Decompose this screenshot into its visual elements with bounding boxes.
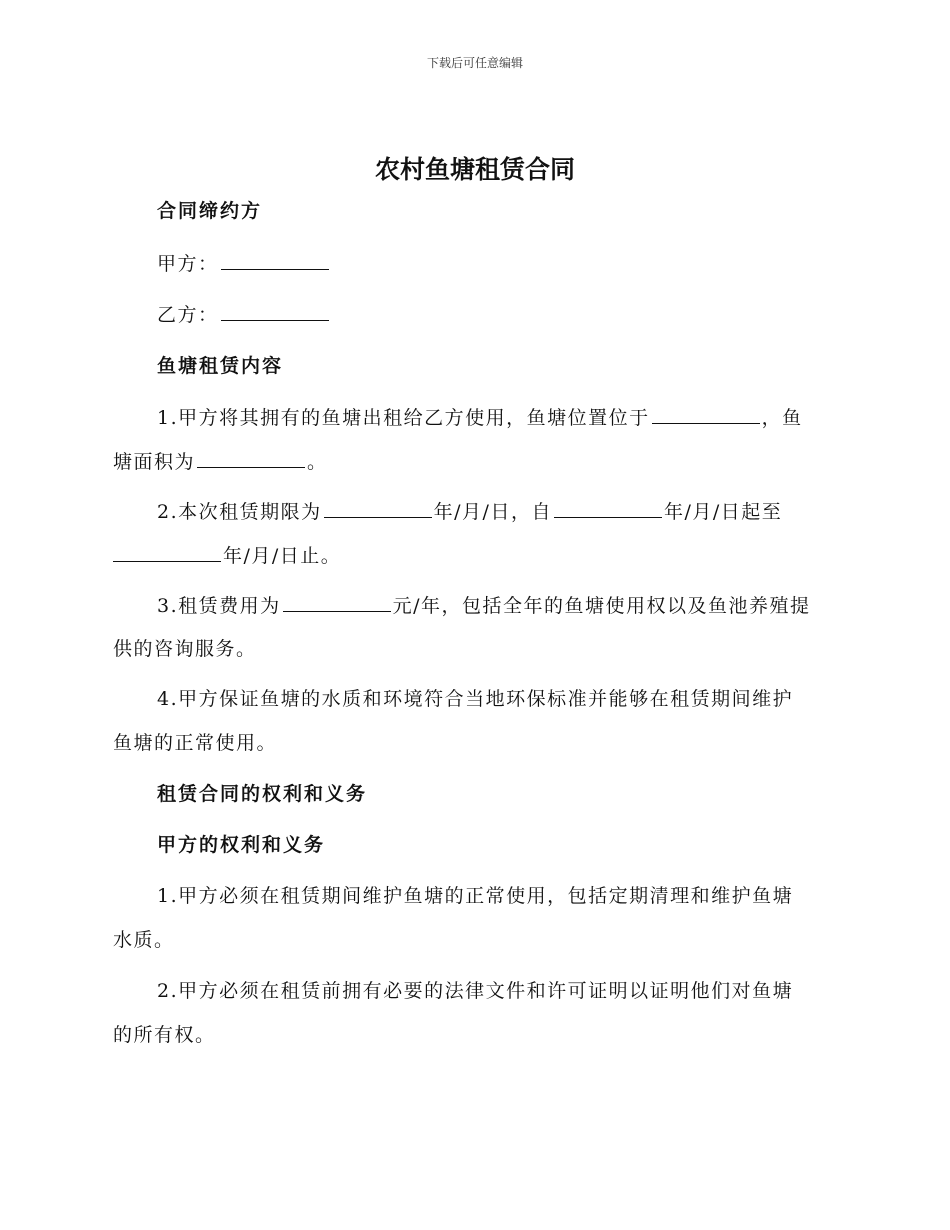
- content-item4-line1: 4.甲方保证鱼塘的水质和环境符合当地环保标准并能够在租赁期间维护: [157, 688, 794, 710]
- content-item2-line1: [157, 499, 882, 524]
- content-item2-line2: [113, 543, 838, 568]
- lease-term-blank: [324, 499, 432, 518]
- rights-item2-line1: 2.甲方必须在租赁前拥有必要的法律文件和许可证明以证明他们对鱼塘: [157, 980, 794, 1002]
- content-item1-line1: [157, 405, 882, 430]
- content-item1-text-c: 塘面积为: [113, 451, 196, 473]
- content-item1-text-b: ，鱼: [761, 407, 803, 429]
- page-header: 下载后可任意编辑: [426, 56, 523, 70]
- party-a-blank: [221, 251, 329, 270]
- rent-fee-blank: [283, 593, 391, 612]
- content-item1-text-d: 。: [307, 451, 328, 473]
- rights-item2-line2: 的所有权。: [113, 1024, 216, 1046]
- section-heading-parties: 合同缔约方: [157, 200, 263, 222]
- document-title: 农村鱼塘租赁合同: [374, 155, 575, 184]
- party-b-line: [157, 302, 882, 327]
- lease-start-blank: [554, 499, 662, 518]
- content-item2-text-a: 2.本次租赁期限为: [157, 501, 322, 523]
- sub-heading-party-a-rights: 甲方的权利和义务: [157, 834, 326, 856]
- party-b-blank: [221, 302, 329, 321]
- pond-area-blank: [197, 449, 305, 468]
- party-b-label: 乙方：: [157, 304, 219, 326]
- rights-item1-line2: 水质。: [113, 929, 175, 951]
- section-heading-content: 鱼塘租赁内容: [157, 355, 284, 377]
- content-item2-text-d: 年/月/日止。: [223, 545, 342, 567]
- lease-end-blank: [113, 543, 221, 562]
- section-heading-rights: 租赁合同的权利和义务: [157, 783, 368, 805]
- content-item1-line2: [113, 449, 838, 474]
- content-item1-text-a: 1.甲方将其拥有的鱼塘出租给乙方使用，鱼塘位置位于: [157, 407, 650, 429]
- content-item4-line2: 鱼塘的正常使用。: [113, 732, 278, 754]
- party-a-label: 甲方：: [157, 253, 219, 275]
- content-item3-line1: [157, 593, 882, 618]
- content-item3-line2: 供的咨询服务。: [113, 638, 257, 660]
- content-item2-text-b: 年/月/日，自: [433, 501, 552, 523]
- pond-location-blank: [652, 405, 760, 424]
- content-item2-text-c: 年/月/日起至: [663, 501, 783, 523]
- content-item3-text-a: 3.租赁费用为: [157, 595, 281, 617]
- party-a-line: [157, 251, 882, 276]
- rights-item1-line1: 1.甲方必须在租赁期间维护鱼塘的正常使用，包括定期清理和维护鱼塘: [157, 885, 794, 907]
- content-item3-text-b: 元/年，包括全年的鱼塘使用权以及鱼池养殖提: [392, 595, 811, 617]
